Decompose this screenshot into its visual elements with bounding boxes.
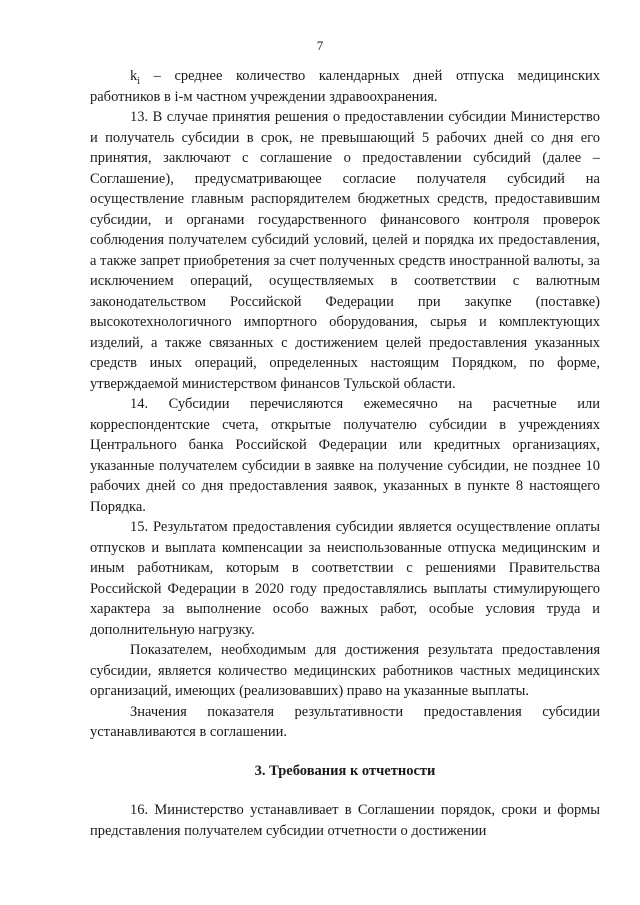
paragraph-indicator-values: Значения показателя результативности предоставления субсидии устанавливаются в соглашении. [90, 703, 600, 740]
paragraph-13: 13. В случае принятия решения о предоставлении субсидии Министерство и получатель субсидии в срок, не превышающий 5 рабочих дней со дня его принятия, заключают с соглашение о предоставлении субсидий (далее – Соглашение), предусматривающее согласие получателя субсидий на осуществление главным распорядителем бюджетных средств, предоставившим субсидии, и органами государственного финансового контроля проверок соблюдения получателем субсидий условий, целей и порядка их предоставления, а также запрет приобретения за счет полученных средств иностранной валюты, за исключением операций, осуществляемых в соответствии с валютным законодательством Российской Федерации при закупке (поставке) высокотехнологичного импортного оборудования, сырья и комплектующих изделий, а также связанных с достижением целей предоставления указанных средств иных операций, определенных настоящим Порядком, по форме, утверждаемой министерством финансов Тульской области. [90, 109, 600, 392]
paragraph-15: 15. Результатом предоставления субсидии является осуществление оплаты отпусков и выплата компенсации за неиспользованные отпуска медицинским и иным работникам, которым в соответствии с решениями Правительства Российской Федерации в 2020 году предоставлялись выплаты стимулирующего характера за выполнение особо важных работ, особые условия труда и дополнительную нагрузку. [90, 519, 600, 638]
k-subscript: i [137, 75, 141, 87]
section-heading: 3. Требования к отчетности [254, 762, 436, 779]
paragraph-16: 16. Министерство устанавливает в Соглашении порядок, сроки и формы представления получателем субсидии отчетности о достижении [90, 802, 600, 839]
paragraph-14: 14. Субсидии перечисляются ежемесячно на расчетные или корреспондентские счета, открытые получателю субсидии в учреждениях Центрального банка Российской Федерации или кредитных организациях, указанные получателем субсидии в заявке на получение субсидии, не позднее 10 рабочих дней со дня предоставления заявок, указанных в пункте 8 настоящего Порядка. [90, 396, 600, 515]
k-symbol: k [130, 68, 138, 84]
paragraph-indicator: Показателем, необходимым для достижения результата предоставления субсидии, является количество медицинских работников частных медицинских организаций, имеющих (реализовавших) право на указанные выплаты. [90, 642, 600, 699]
document-body [90, 66, 600, 841]
page-number: 7 [316, 38, 324, 53]
paragraph-k-definition [90, 66, 600, 107]
paragraph-text: – среднее количество календарных дней отпуска медицинских работников в i-м частном учреждении здравоохранения. [90, 68, 600, 105]
